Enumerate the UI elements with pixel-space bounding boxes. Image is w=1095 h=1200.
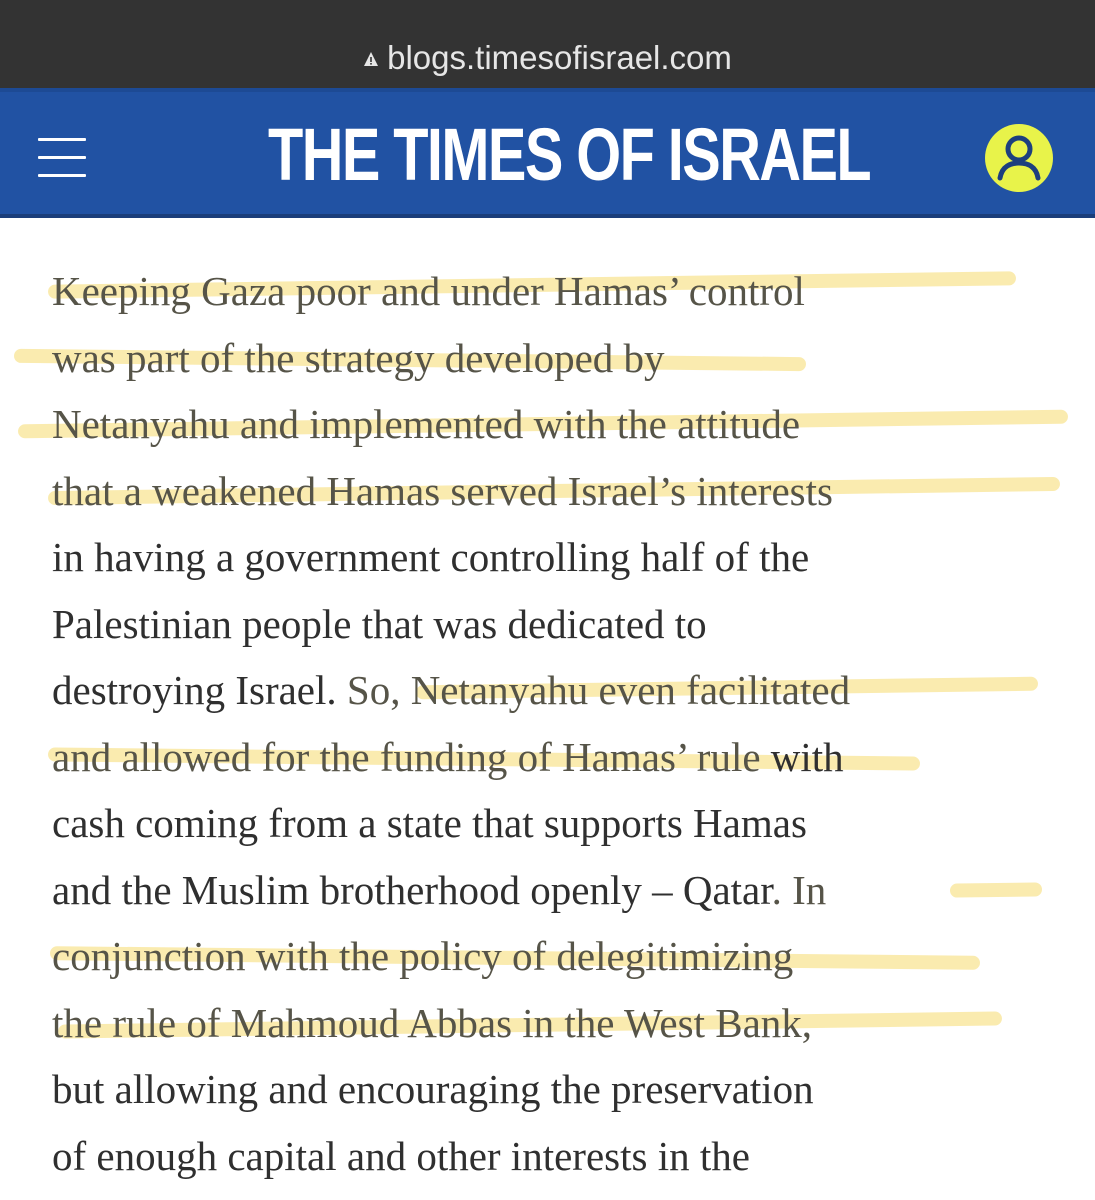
- article-line: [52, 790, 1072, 857]
- plain-text: cash coming from a state that supports Hamas: [52, 800, 807, 846]
- article-line: [52, 657, 1072, 724]
- article-body: [52, 258, 1072, 1189]
- highlighted-text: So, Netanyahu even facilitated: [346, 667, 851, 713]
- article-line: [52, 990, 1072, 1057]
- highlighted-text: that a weakened Hamas served Israel’s interests: [52, 467, 833, 514]
- article-line: [52, 524, 1072, 591]
- url-display[interactable]: [0, 38, 1095, 78]
- plain-text: of enough capital and other interests in the: [52, 1132, 750, 1179]
- plain-text: Palestinian people that was dedicated to: [52, 600, 707, 647]
- highlight-mark: [950, 882, 1042, 897]
- plain-text: destroying Israel.: [52, 667, 347, 713]
- user-account-icon[interactable]: [983, 122, 1055, 194]
- highlighted-text: the rule of Mahmoud Abbas in the West Bank,: [52, 999, 813, 1046]
- hamburger-menu-icon[interactable]: [38, 138, 86, 178]
- article-line: [52, 325, 1072, 392]
- article-line: [52, 391, 1072, 458]
- highlighted-text: Keeping Gaza poor and under Hamas’ control: [52, 268, 805, 314]
- highlighted-text: Netanyahu and implemented with the attitude: [52, 401, 801, 447]
- article-line: [52, 724, 1072, 791]
- article-line: [52, 923, 1072, 990]
- site-header: [0, 88, 1095, 216]
- plain-text: in having a government controlling half of the: [52, 534, 810, 580]
- article-line: [52, 857, 1072, 924]
- warning-lock-icon: [363, 51, 379, 67]
- article-line: [52, 1056, 1072, 1123]
- highlighted-text: was part of the strategy developed by: [52, 334, 665, 381]
- highlighted-text: . In: [771, 866, 827, 913]
- highlighted-text: and allowed for the funding of Hamas’ rule: [52, 733, 761, 780]
- article-line: [52, 458, 1072, 525]
- plain-text: and the Muslim brotherhood openly – Qatar: [52, 866, 772, 913]
- url-text: blogs.timesofisrael.com: [387, 39, 732, 76]
- site-logo[interactable]: THE TIMES OF ISRAEL: [268, 113, 871, 196]
- article-line: [52, 258, 1072, 325]
- highlighted-text: conjunction with the policy of delegitimizing: [52, 933, 794, 979]
- article-line: [52, 1123, 1072, 1190]
- plain-text: with: [760, 733, 844, 780]
- article-line: [52, 591, 1072, 658]
- plain-text: but allowing and encouraging the preservation: [52, 1066, 814, 1112]
- header-divider: [0, 214, 1095, 218]
- browser-address-bar[interactable]: [0, 0, 1095, 88]
